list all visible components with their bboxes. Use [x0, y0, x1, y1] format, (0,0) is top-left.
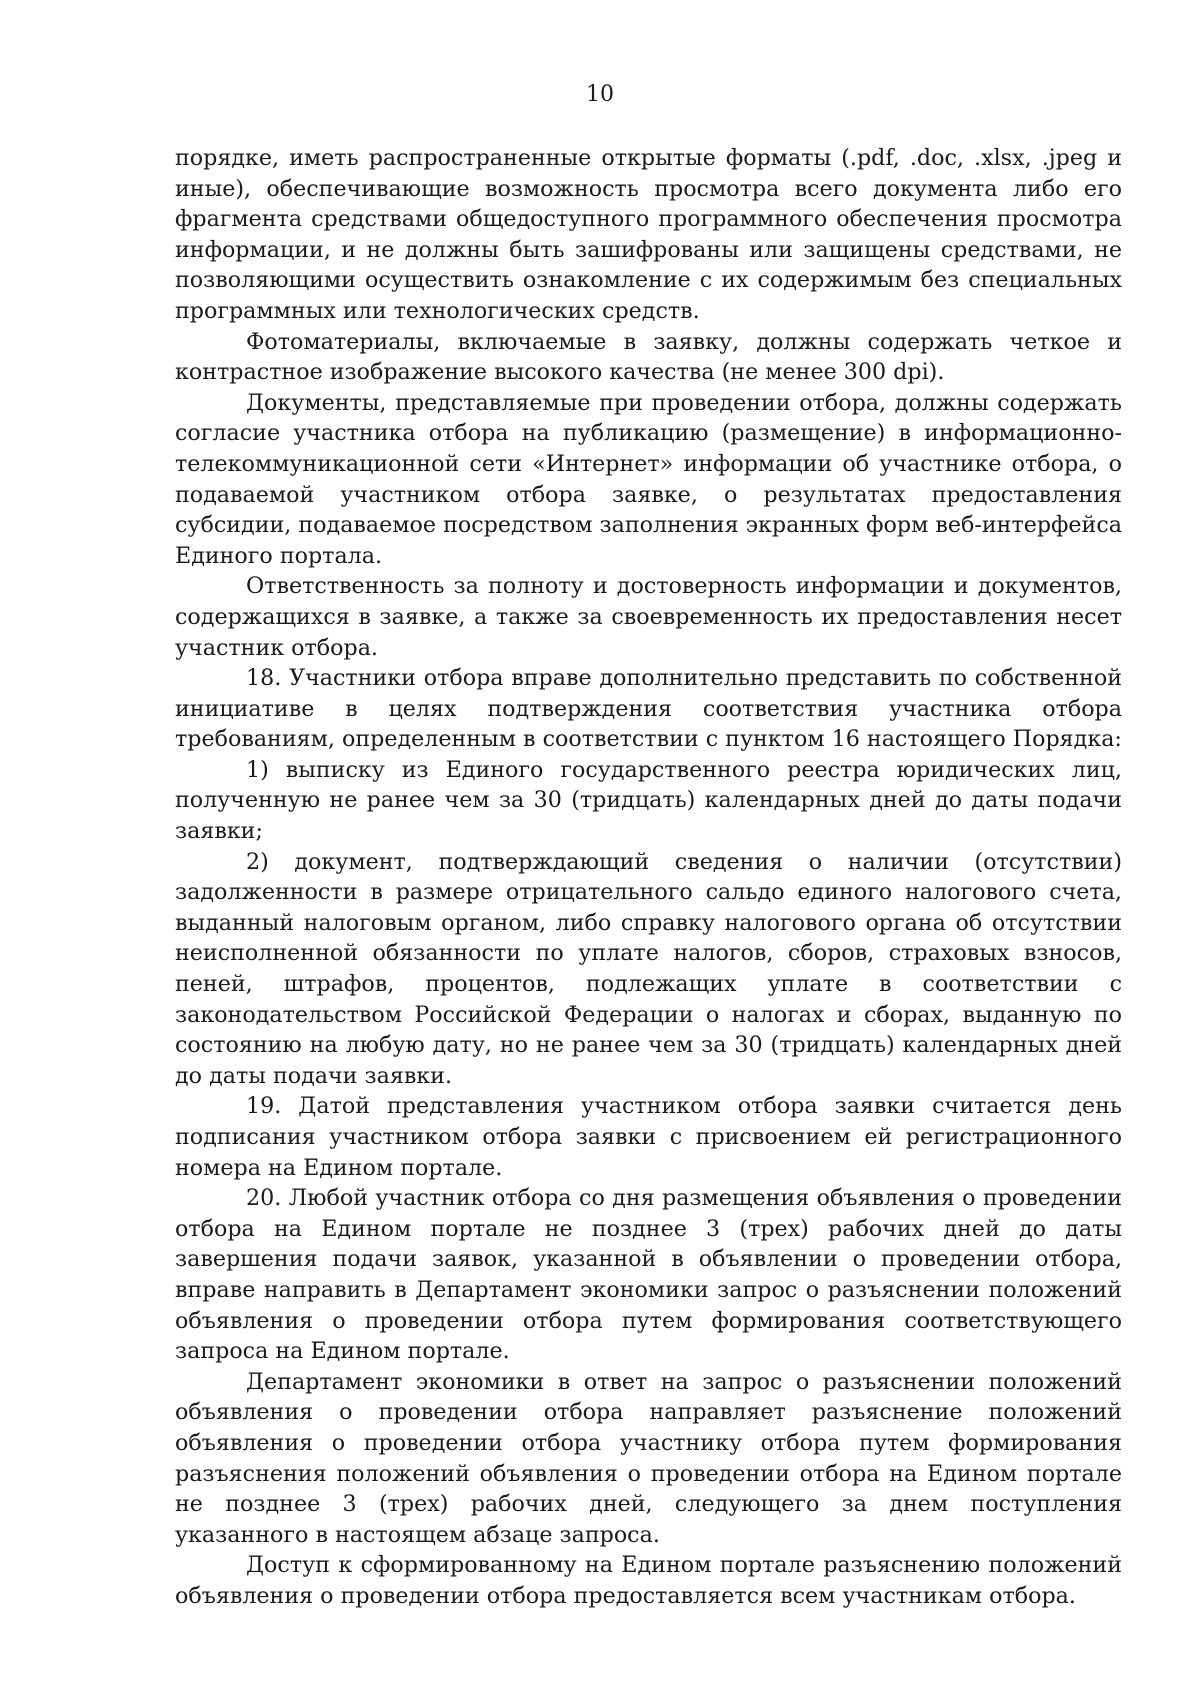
paragraph-publication-consent: Документы, представляемые при проведении отбора, должны содержать согласие участника отбора на публикацию (размещение) в информационно-телекоммуникационной сети «Интернет» информации об участнике отбора, о подаваемой участником отбора заявке, о результатах предоставления субсидии, подаваемое посредством заполнения экранных форм веб-интерфейса Единого портала.: [175, 389, 1122, 569]
paragraph-item-19: 19. Датой представления участником отбора заявки считается день подписания участником отбора заявки с присвоением ей регистрационного номера на Едином портале.: [175, 1093, 1122, 1181]
paragraph-photo-materials: Фотоматериалы, включаемые в заявку, должны содержать четкое и контрастное изображение высокого качества (не менее 300 dpi).: [175, 328, 1122, 386]
paragraph-clarification-access: Доступ к сформированному на Едином портале разъяснению положений объявления о проведении отбора предоставляется всем участникам отбора.: [175, 1552, 1122, 1609]
paragraph-item-20: 20. Любой участник отбора со дня размещения объявления о проведении отбора на Едином портале не позднее 3 (трех) рабочих дней до даты завершения подачи заявок, указанной в объявлении о проведении отбора, вправе направить в Департамент экономики запрос о разъяснении положений объявления о проведении отбора путем формирования соответствующего запроса на Едином портале.: [175, 1185, 1122, 1365]
paragraph-subitem-1: 1) выписку из Единого государственного реестра юридических лиц, полученную не ранее чем за 30 (тридцать) календарных дней до даты подачи заявки;: [175, 756, 1122, 845]
paragraph-item-18: 18. Участники отбора вправе дополнительно представить по собственной инициативе в целях подтверждения соответствия участника отбора требованиям, определенным в соответствии с пунктом 16 настоящего Порядка:: [175, 665, 1122, 753]
document-body: [175, 143, 1122, 1612]
paragraph-responsibility: Ответственность за полноту и достоверность информации и документов, содержащихся в заявке, а также за своевременность их предоставления несет участник отбора.: [175, 573, 1122, 661]
paragraph-format-requirements: порядке, иметь распространенные открытые форматы (.pdf, .doc, .xlsx, .jpeg и иные), обеспечивающие возможность просмотра всего документа либо его фрагмента средствами общедоступного программного обеспечения просмотра информации, и не должны быть зашифрованы или защищены средствами, не позволяющими осуществить ознакомление с их содержимым без специальных программных или технологических средств.: [175, 145, 1122, 324]
paragraph-clarification-response: Департамент экономики в ответ на запрос о разъяснении положений объявления о проведении отбора направляет разъяснение положений объявления о проведении отбора участнику отбора путем формирования разъяснения положений объявления о проведении отбора на Едином портале не позднее 3 (трех) рабочих дней, следующего за днем поступления указанного в настоящем абзаце запроса.: [175, 1368, 1122, 1548]
paragraph-subitem-2: 2) документ, подтверждающий сведения о наличии (отсутствии) задолженности в размере отрицательного сальдо единого налогового счета, выданный налоговым органом, либо справку налогового органа об отсутствии неисполненной обязанности по уплате налогов, сборов, страховых взносов, пеней, штрафов, процентов, подлежащих уплате в соответствии с законодательством Российской Федерации о налогах и сборах, выданную по состоянию на любую дату, но не ранее чем за 30 (тридцать) календарных дней до даты подачи заявки.: [175, 848, 1122, 1089]
page-number: 10: [586, 82, 614, 107]
